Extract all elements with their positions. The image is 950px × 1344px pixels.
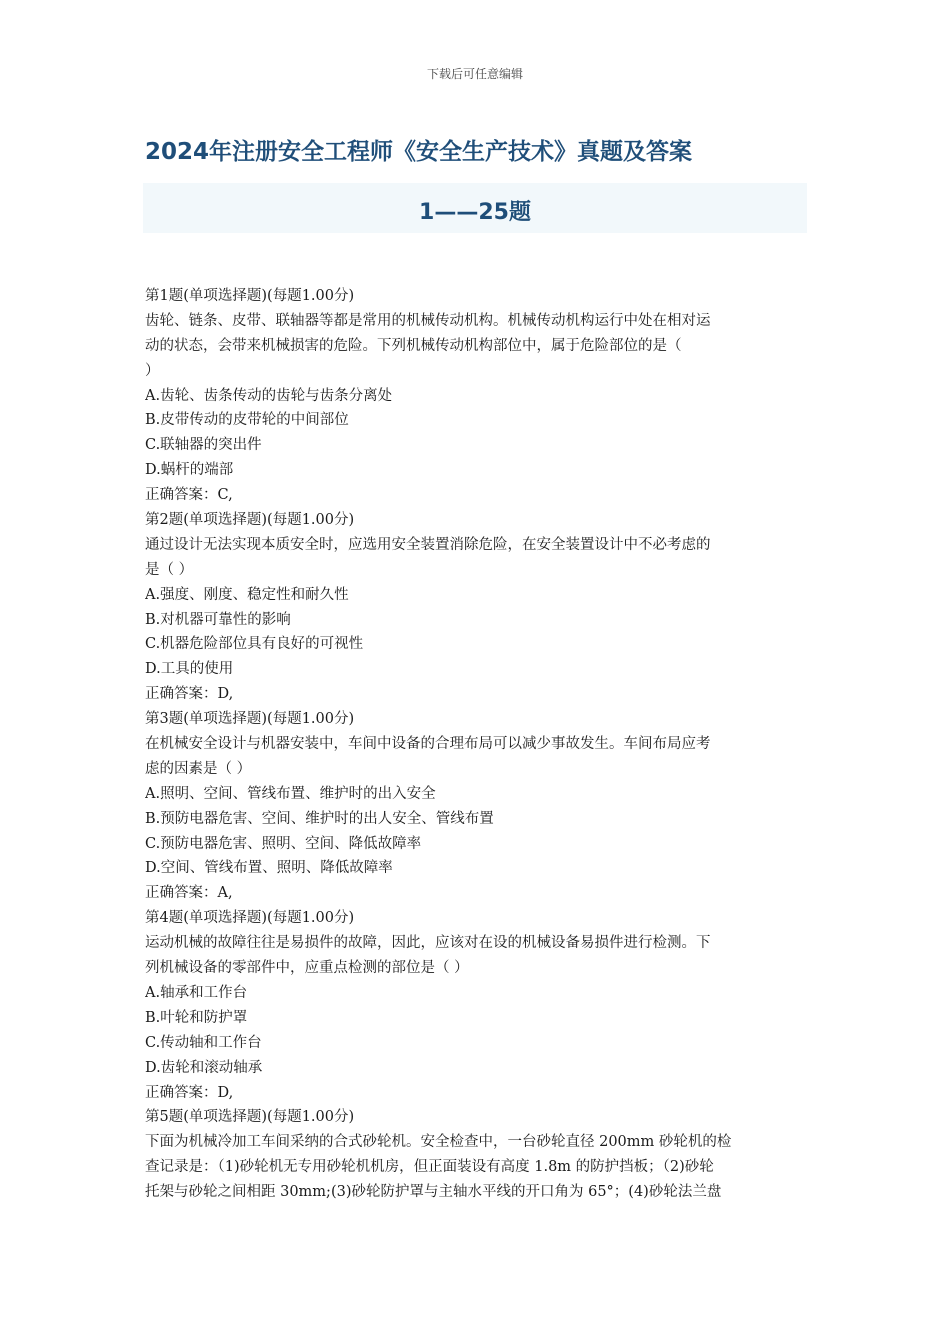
question-stem-line: 托架与砂轮之间相距 30mm;(3)砂轮防护罩与主轴水平线的开口角为 65°；(4)砂轮法兰盘 xyxy=(145,1184,722,1201)
answer-option: C.预防电器危害、照明、空间、降低故障率 xyxy=(145,835,422,852)
header-note: 下载后可任意编辑 xyxy=(426,67,523,81)
question-block xyxy=(145,906,809,1105)
answer-option: B.预防电器危害、空间、维护时的出人安全、管线布置 xyxy=(145,810,494,827)
question-stem-line: ） xyxy=(145,362,160,379)
question-block xyxy=(145,1105,809,1205)
question-heading: 第5题(单项选择题)(每题1.00分) xyxy=(145,1109,355,1126)
correct-answer: 正确答案：C, xyxy=(145,487,233,504)
question-stem-line: 动的状态，会带来机械损害的危险。下列机械传动机构部位中，属于危险部位的是（ xyxy=(145,337,682,354)
page-title: 2024年注册安全工程师《安全生产技术》真题及答案 xyxy=(145,139,693,165)
section-title: 1——25题 xyxy=(419,200,531,225)
question-stem-line: 在机械安全设计与机器安装中，车间中设备的合理布局可以减少事故发生。车间布局应考 xyxy=(145,736,711,753)
answer-option: B.皮带传动的皮带轮的中间部位 xyxy=(145,412,349,429)
question-block xyxy=(145,284,809,508)
answer-option: C.机器危险部位具有良好的可视性 xyxy=(145,636,364,653)
question-list xyxy=(145,284,809,1205)
question-block xyxy=(145,508,809,707)
answer-option: D.齿轮和滚动轴承 xyxy=(145,1059,263,1076)
question-stem-line: 是（ ） xyxy=(145,561,194,578)
answer-option: D.工具的使用 xyxy=(145,661,234,678)
question-block xyxy=(145,707,809,906)
answer-option: A.齿轮、齿条传动的齿轮与齿条分离处 xyxy=(145,387,393,404)
question-heading: 第3题(单项选择题)(每题1.00分) xyxy=(145,711,355,728)
answer-option: A.强度、刚度、稳定性和耐久性 xyxy=(145,586,349,603)
answer-option: C.联轴器的突出件 xyxy=(145,437,262,454)
question-stem-line: 查记录是：（1)砂轮机无专用砂轮机机房，但正面装设有高度 1.8m 的防护挡板；（2)砂轮 xyxy=(145,1159,714,1176)
question-stem-line: 列机械设备的零部件中，应重点检测的部位是（ ） xyxy=(145,960,469,977)
question-heading: 第4题(单项选择题)(每题1.00分) xyxy=(145,910,355,927)
correct-answer: 正确答案：D, xyxy=(145,686,234,703)
answer-option: D.蜗杆的端部 xyxy=(145,462,234,479)
question-heading: 第2题(单项选择题)(每题1.00分) xyxy=(145,512,355,529)
question-stem-line: 通过设计无法实现本质安全时，应选用安全装置消除危险，在安全装置设计中不必考虑的 xyxy=(145,536,711,553)
correct-answer: 正确答案：D, xyxy=(145,1084,234,1101)
question-stem-line: 虑的因素是（ ） xyxy=(145,760,252,777)
question-stem-line: 齿轮、链条、皮带、联轴器等都是常用的机械传动机构。机械传动机构运行中处在相对运 xyxy=(145,312,711,329)
answer-option: A.照明、空间、管线布置、维护时的出入安全 xyxy=(145,785,436,802)
answer-option: D.空间、管线布置、照明、降低故障率 xyxy=(145,860,393,877)
answer-option: C.传动轴和工作台 xyxy=(145,1034,262,1051)
answer-option: A.轴承和工作台 xyxy=(145,984,248,1001)
question-heading: 第1题(单项选择题)(每题1.00分) xyxy=(145,288,355,304)
answer-option: B.叶轮和防护罩 xyxy=(145,1009,248,1026)
question-stem-line: 运动机械的故障往往是易损件的故障，因此，应该对在设的机械设备易损件进行检测。下 xyxy=(145,935,711,952)
correct-answer: 正确答案：A, xyxy=(145,885,233,902)
answer-option: B.对机器可靠性的影响 xyxy=(145,611,291,628)
question-stem-line: 下面为机械冷加工车间采纳的合式砂轮机。安全检查中，一台砂轮直径 200mm 砂轮机的检 xyxy=(145,1134,732,1151)
